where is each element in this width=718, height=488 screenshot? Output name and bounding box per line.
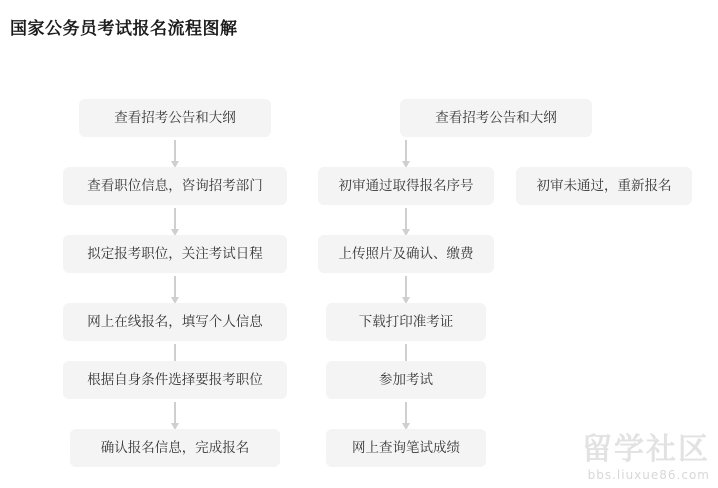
arrow-left-2 xyxy=(174,208,176,230)
arrow-middle-3 xyxy=(405,276,407,298)
watermark-sub-text: bbs.liuxue86.com xyxy=(587,468,710,482)
flow-node-left-2: 查看职位信息，咨询招考部门 xyxy=(63,167,287,205)
watermark xyxy=(582,432,710,482)
flow-node-middle-2: 初审通过取得报名序号 xyxy=(318,167,494,205)
flow-node-left-6: 确认报名信息，完成报名 xyxy=(70,429,280,467)
arrow-middle-2 xyxy=(405,208,407,230)
flow-node-right-1: 初审未通过，重新报名 xyxy=(516,167,692,205)
arrow-left-1 xyxy=(174,140,176,162)
flow-node-left-5: 根据自身条件选择要报考职位 xyxy=(63,361,287,399)
flow-node-left-1: 查看招考公告和大纲 xyxy=(79,99,271,137)
flow-node-middle-3: 上传照片及确认、缴费 xyxy=(318,235,494,273)
flow-node-middle-6: 网上查询笔试成绩 xyxy=(326,429,486,467)
arrow-middle-5 xyxy=(405,402,407,424)
arrow-left-3 xyxy=(174,276,176,298)
flow-node-middle-4: 下载打印准考证 xyxy=(326,303,486,341)
arrow-middle-1 xyxy=(405,140,407,162)
page-title: 国家公务员考试报名流程图解 xyxy=(10,19,238,39)
flow-node-left-4: 网上在线报名，填写个人信息 xyxy=(63,303,287,341)
arrow-left-5 xyxy=(174,402,176,424)
flow-node-middle-5: 参加考试 xyxy=(326,361,486,399)
watermark-main-text: 留学社区 xyxy=(582,432,710,467)
flow-node-middle-1: 查看招考公告和大纲 xyxy=(400,99,592,137)
flow-node-left-3: 拟定报考职位，关注考试日程 xyxy=(63,235,287,273)
